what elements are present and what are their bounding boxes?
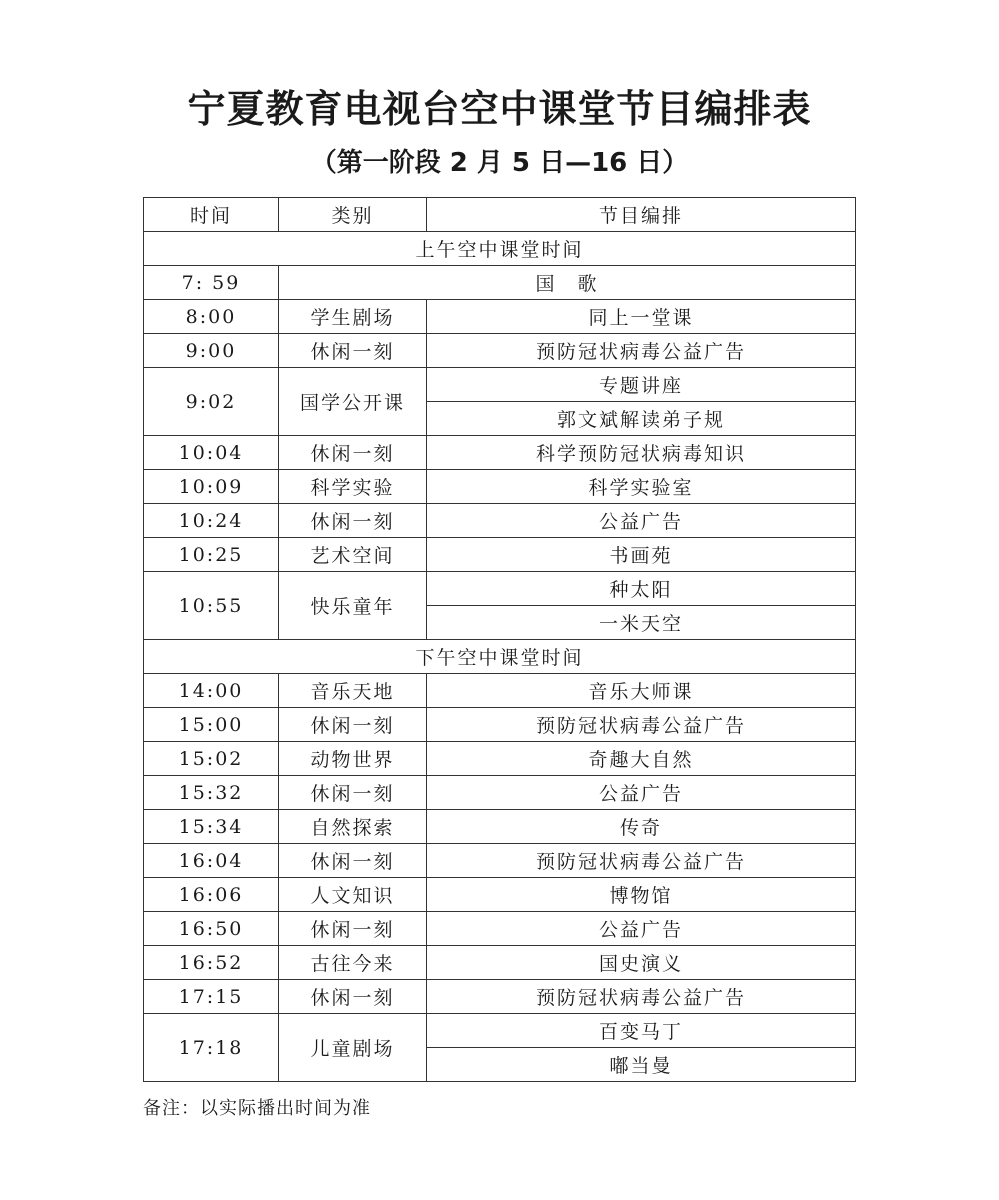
program-cell: 种太阳 [427, 572, 856, 606]
category-cell: 休闲一刻 [279, 504, 427, 538]
time-cell: 10:04 [144, 436, 279, 470]
program-cell: 预防冠状病毒公益广告 [427, 334, 856, 368]
time-cell: 9:00 [144, 334, 279, 368]
time-cell: 14:00 [144, 674, 279, 708]
program-cell: 百变马丁 [427, 1014, 856, 1048]
category-cell: 休闲一刻 [279, 912, 427, 946]
table-row [144, 912, 856, 946]
time-cell: 15:00 [144, 708, 279, 742]
program-cell: 预防冠状病毒公益广告 [427, 844, 856, 878]
program-cell: 科学实验室 [427, 470, 856, 504]
table-row [144, 946, 856, 980]
category-cell: 音乐天地 [279, 674, 427, 708]
time-cell: 15:32 [144, 776, 279, 810]
category-cell: 休闲一刻 [279, 334, 427, 368]
table-row [144, 742, 856, 776]
category-cell: 休闲一刻 [279, 980, 427, 1014]
category-cell: 自然探索 [279, 810, 427, 844]
category-cell: 休闲一刻 [279, 844, 427, 878]
table-row [144, 844, 856, 878]
time-cell: 16:52 [144, 946, 279, 980]
program-cell: 嘟当曼 [427, 1048, 856, 1082]
section-label-morning: 上午空中课堂时间 [144, 232, 856, 266]
category-cell: 快乐童年 [279, 572, 427, 640]
program-cell: 传奇 [427, 810, 856, 844]
time-cell: 17:15 [144, 980, 279, 1014]
table-row [144, 878, 856, 912]
table-row [144, 368, 856, 402]
category-cell: 休闲一刻 [279, 776, 427, 810]
time-cell: 16:50 [144, 912, 279, 946]
table-row [144, 572, 856, 606]
table-row [144, 470, 856, 504]
time-cell: 10:55 [144, 572, 279, 640]
section-row-afternoon [144, 640, 856, 674]
page-subtitle: （第一阶段 2 月 5 日—16 日） [310, 148, 689, 178]
category-cell: 科学实验 [279, 470, 427, 504]
category-cell: 艺术空间 [279, 538, 427, 572]
header-program: 节目编排 [427, 198, 856, 232]
program-cell: 专题讲座 [427, 368, 856, 402]
program-cell: 音乐大师课 [427, 674, 856, 708]
program-cell: 国史演义 [427, 946, 856, 980]
time-cell: 10:09 [144, 470, 279, 504]
section-label-afternoon: 下午空中课堂时间 [144, 640, 856, 674]
table-row [144, 436, 856, 470]
table-row [144, 1014, 856, 1048]
time-cell: 8:00 [144, 300, 279, 334]
category-cell: 儿童剧场 [279, 1014, 427, 1082]
program-cell: 公益广告 [427, 912, 856, 946]
header-time: 时间 [144, 198, 279, 232]
category-cell: 古往今来 [279, 946, 427, 980]
category-cell: 休闲一刻 [279, 436, 427, 470]
category-cell: 国学公开课 [279, 368, 427, 436]
table-row [144, 810, 856, 844]
time-cell: 10:25 [144, 538, 279, 572]
program-cell: 公益广告 [427, 504, 856, 538]
time-cell: 17:18 [144, 1014, 279, 1082]
schedule-table [143, 197, 856, 1082]
category-cell: 动物世界 [279, 742, 427, 776]
time-cell: 16:04 [144, 844, 279, 878]
time-cell: 15:02 [144, 742, 279, 776]
table-row [144, 538, 856, 572]
time-cell: 15:34 [144, 810, 279, 844]
program-cell: 公益广告 [427, 776, 856, 810]
anthem-cell: 国 歌 [279, 266, 856, 300]
time-cell: 10:24 [144, 504, 279, 538]
category-cell: 人文知识 [279, 878, 427, 912]
header-category: 类别 [279, 198, 427, 232]
schedule-body [144, 232, 856, 1082]
table-row [144, 674, 856, 708]
program-cell: 预防冠状病毒公益广告 [427, 708, 856, 742]
table-row [144, 708, 856, 742]
program-cell: 科学预防冠状病毒知识 [427, 436, 856, 470]
header-row [144, 198, 856, 232]
table-row [144, 300, 856, 334]
program-cell: 预防冠状病毒公益广告 [427, 980, 856, 1014]
program-cell: 书画苑 [427, 538, 856, 572]
table-row [144, 334, 856, 368]
program-cell: 郭文斌解读弟子规 [427, 402, 856, 436]
anthem-row [144, 266, 856, 300]
table-row [144, 776, 856, 810]
program-cell: 一米天空 [427, 606, 856, 640]
footnote: 备注：以实际播出时间为准 [143, 1098, 371, 1119]
section-row-morning [144, 232, 856, 266]
page-title: 宁夏教育电视台空中课堂节目编排表 [187, 87, 812, 131]
category-cell: 学生剧场 [279, 300, 427, 334]
program-cell: 奇趣大自然 [427, 742, 856, 776]
time-cell: 9:02 [144, 368, 279, 436]
table-row [144, 504, 856, 538]
program-cell: 同上一堂课 [427, 300, 856, 334]
program-cell: 博物馆 [427, 878, 856, 912]
category-cell: 休闲一刻 [279, 708, 427, 742]
time-cell: 7: 59 [144, 266, 279, 300]
table-row [144, 980, 856, 1014]
time-cell: 16:06 [144, 878, 279, 912]
